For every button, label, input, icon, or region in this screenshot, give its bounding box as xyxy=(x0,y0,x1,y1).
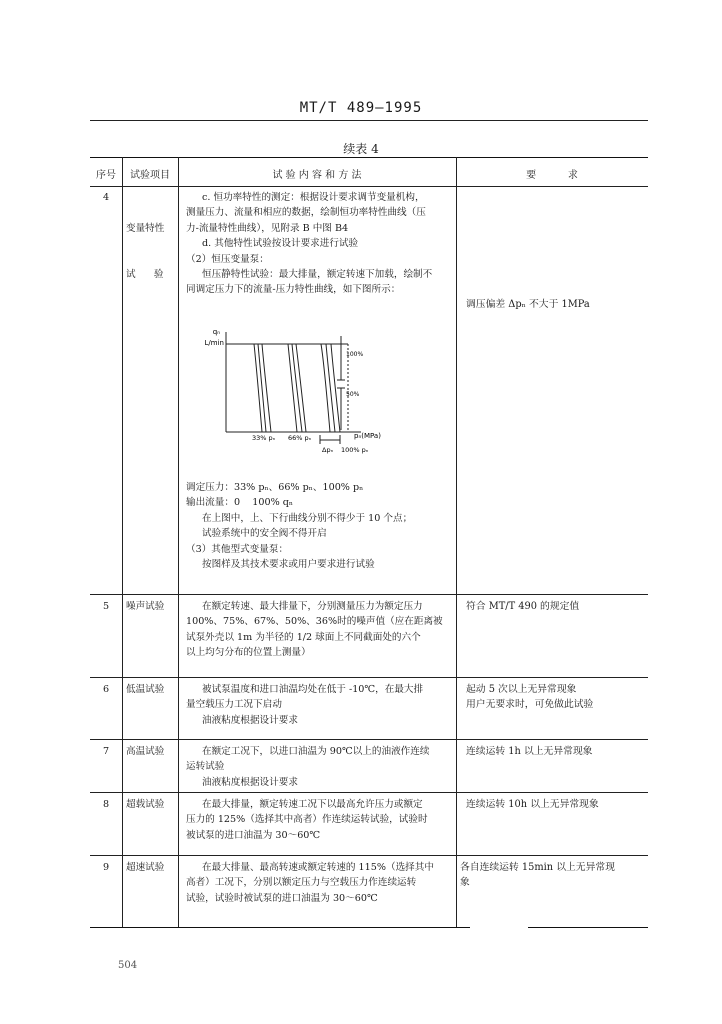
delta-p-label: Δpₙ xyxy=(322,446,334,454)
row-divider xyxy=(90,855,648,856)
pressure-label-33: 33% pₙ xyxy=(252,434,276,442)
content-line: 在最大排量、最高转速或额定转速的 115%（选择其中 xyxy=(202,862,434,873)
column-divider xyxy=(122,157,123,927)
content-line: 调定压力：33% pₙ、66% pₙ、100% pₙ xyxy=(186,482,364,493)
content-line: 测量压力、流量和相应的数据，绘制恒功率特性曲线（压 xyxy=(186,207,426,219)
row-9-item: 超速试验 xyxy=(126,862,165,873)
curve-33-mid xyxy=(262,344,271,432)
row-divider xyxy=(90,792,648,793)
row-4-item xyxy=(126,190,178,313)
row-5-content xyxy=(186,599,452,661)
row-4-no: 4 xyxy=(102,192,110,203)
row-5-item: 噪声试验 xyxy=(126,601,165,612)
row-6-requirement xyxy=(466,682,646,713)
row-4-requirement: 调压偏差 Δpₙ 不大于 1MPa xyxy=(466,299,590,310)
header-bottom-rule xyxy=(90,186,648,187)
requirement-line: 各自连续运转 15min 以上无异常现 xyxy=(460,862,615,873)
content-line: 在额定工况下，以进口油温为 90℃以上的油液作连续 xyxy=(202,746,430,757)
curve-33-down xyxy=(258,344,266,432)
y-axis-unit: L/min xyxy=(204,339,224,347)
table-bottom-rule xyxy=(528,927,648,928)
pressure-flow-figure xyxy=(196,322,396,458)
y-axis-symbol: qₙ xyxy=(212,328,220,336)
requirement-line: 象 xyxy=(460,877,470,889)
row-4-content xyxy=(186,190,452,298)
content-line: 按图样及其技术要求或用户要求进行试验 xyxy=(202,559,375,571)
row-8-no: 8 xyxy=(102,799,110,810)
requirement-line: 起动 5 次以上无异常现象 xyxy=(466,684,577,695)
table-bottom-rule xyxy=(90,927,470,928)
requirement-line: 用户无要求时，可免做此试验 xyxy=(466,699,594,711)
content-line: 恒压静特性试验：最大排量，额定转速下加载，绘制不 xyxy=(202,269,433,281)
content-line: 在上图中，上、下行曲线分别不得少于 10 个点； xyxy=(202,512,413,524)
curve-33-up xyxy=(254,344,262,432)
column-divider xyxy=(456,157,457,927)
content-line: 油液粘度根据设计要求 xyxy=(202,714,298,726)
standard-code: MT/T 489—1995 xyxy=(299,100,423,116)
content-line: 被试泵温度和进口油温均处在低于 -10℃，在最大排 xyxy=(202,684,424,695)
row-5-no: 5 xyxy=(102,601,110,612)
content-line: 油液粘度根据设计要求 xyxy=(202,776,298,788)
column-header-requirement: 要 求 xyxy=(526,170,578,181)
pressure-label-100: 100% pₙ xyxy=(341,446,369,454)
header-rule xyxy=(90,120,648,121)
pressure-label-66: 66% pₙ xyxy=(288,434,312,442)
row-7-item: 高温试验 xyxy=(126,746,165,757)
flow-scale-100: 100% xyxy=(346,351,364,358)
flow-scale-50: 50% xyxy=(346,391,360,398)
content-line: 在额定转速、最大排量下，分别测量压力为额定压力 xyxy=(202,601,423,612)
content-line: 力-流量特性曲线），见附录 B 中图 B4 xyxy=(186,222,349,234)
column-divider xyxy=(178,157,179,927)
content-line: 试泵外壳以 1m 为半径的 1/2 球面上不同截面处的六个 xyxy=(186,631,421,643)
curve-66-up xyxy=(288,344,297,432)
content-line: d. 其他特性试验按设计要求进行试验 xyxy=(202,238,359,250)
row-6-content xyxy=(186,682,452,728)
row-4-content-after xyxy=(186,480,452,572)
content-line: 100%、75%、67%、50%、36%时的噪声值（应在距离被 xyxy=(186,616,443,628)
column-header-content: 试 验 内 容 和 方 法 xyxy=(272,170,362,181)
row-9-requirement xyxy=(460,860,646,891)
content-line: 试验，试验时被试泵的进口油温为 30～60℃ xyxy=(186,892,378,904)
row-5-requirement: 符合 MT/T 490 的规定值 xyxy=(466,601,580,612)
row-divider xyxy=(90,594,648,595)
content-line: （2）恒压变量泵： xyxy=(186,253,269,265)
table-title: 续表 4 xyxy=(343,142,379,156)
row-7-no: 7 xyxy=(102,746,110,757)
row-6-item: 低温试验 xyxy=(126,684,165,695)
curve-100-down xyxy=(326,344,335,432)
row-4-item-line2: 试 验 xyxy=(126,269,164,281)
content-line: 在最大排量，额定转速工况下以最高允许压力或额定 xyxy=(202,799,423,810)
table-top-rule xyxy=(90,157,648,158)
row-divider xyxy=(90,739,648,740)
row-6-no: 6 xyxy=(102,684,110,695)
row-8-content xyxy=(186,797,452,843)
content-line: 同调定压力下的流量-压力特性曲线，如下图所示： xyxy=(186,284,401,296)
row-8-item: 超载试验 xyxy=(126,799,165,810)
content-line: 高者）工况下，分别以额定压力与空载压力作连续运转 xyxy=(186,877,417,889)
content-line: 压力的 125%（选择其中高者）作连续运转试验，试验时 xyxy=(186,814,428,826)
row-8-requirement: 连续运转 10h 以上无异常现象 xyxy=(466,799,599,810)
column-header-item: 试验项目 xyxy=(130,170,170,181)
x-axis-label: pₙ(MPa) xyxy=(354,432,381,440)
row-4-item-line1: 变量特性 xyxy=(126,222,165,234)
content-line: （3）其他型式变量泵： xyxy=(186,543,289,555)
column-header-no: 序号 xyxy=(96,170,116,181)
row-9-content xyxy=(186,860,452,906)
curve-66-down xyxy=(292,344,302,432)
content-line: 被试泵的进口油温为 30～60℃ xyxy=(186,829,321,841)
row-divider xyxy=(90,677,648,678)
page-number: 504 xyxy=(118,960,138,971)
row-9-no: 9 xyxy=(102,862,110,873)
curve-100-up xyxy=(321,344,330,432)
content-line: 试验系统中的安全阀不得开启 xyxy=(202,528,327,540)
row-7-content xyxy=(186,744,452,790)
curve-66-mid xyxy=(296,344,306,432)
content-line: 以上均匀分布的位置上测量） xyxy=(186,647,311,659)
content-line: c. 恒功率特性的测定：根据设计要求调节变量机构， xyxy=(202,192,425,203)
content-line: 量空载压力工况下启动 xyxy=(186,699,282,711)
content-line: 输出流量：0 100% qₙ xyxy=(186,497,294,509)
content-line: 运转试验 xyxy=(186,761,225,773)
row-7-requirement: 连续运转 1h 以上无异常现象 xyxy=(466,746,593,757)
